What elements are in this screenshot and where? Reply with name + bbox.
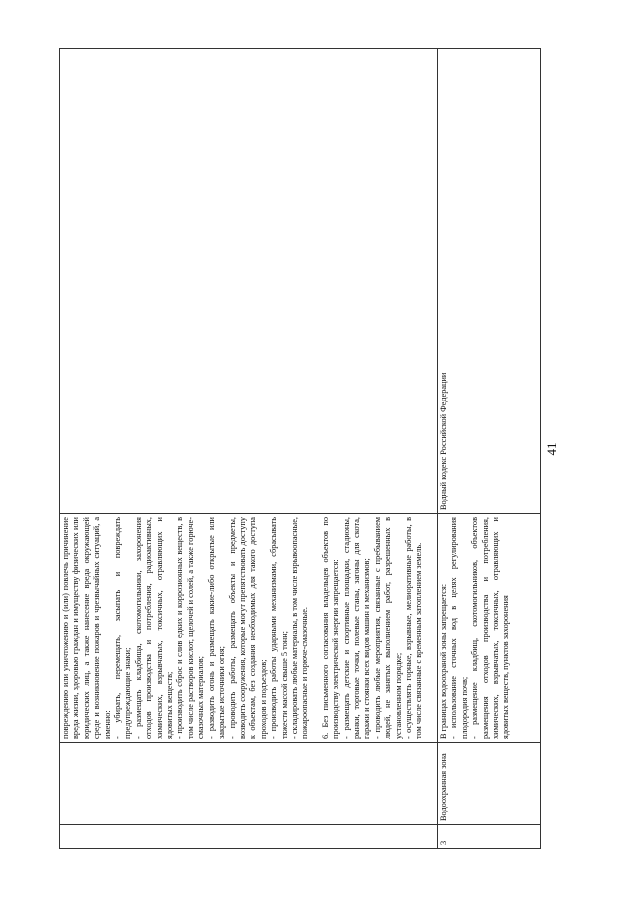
row-number-cell — [60, 825, 438, 849]
page-number: 41 — [544, 442, 559, 456]
zone-name-cell: Водоохранная зона — [438, 743, 541, 825]
restrictions-cell: В границах водоохраной зоны запрещается: - использование сточных вод в целях регулирования плодородия почв; - размещение кладбищ, скотомогильников, объектов размещения отходов производства и потребления, химических, взрывчатых, токсичных, отравляющих и ядовитых веществ, пунктов захоронения — [438, 514, 541, 743]
zones-table — [59, 48, 541, 849]
legal-document-cell — [60, 49, 438, 514]
legal-document-cell: Водный кодекс Российской Федерации — [438, 49, 541, 514]
zone-name-cell — [60, 743, 438, 825]
rotated-page — [59, 49, 591, 849]
table-row — [60, 49, 438, 849]
restrictions-cell: повреждению или уничтожению и (или) повлечь причинение вреда жизни, здоровью граждан и имуществу физических или юридических лиц, а также нанесение вреда окружающей среде и возникновение пожаров и чрезвычайных ситуаций, а именно: - убирать, перемещать, засыпать и повреждать предупреждающие знаки; - размещать кладбища, скотомогильники, захоронения отходов производства и потребления, радиоактивных, химических, взрывчатых, токсичных, отравляющих и ядовитых веществ; - производить сброс и слив едких и коррозионных веществ, в том числе растворов кислот, щелочей и солей, а также горюче-смазочных материалов; - разводить огонь и размещать какие-либо открытые или закрытые источники огня; - проводить работы, размещать объекты и предметы, возводить сооружения, которые могут препятствовать доступу к объектам, без создания необходимых для такого доступа проходов и подъездов; - производить работы ударными механизмами, сбрасывать тяжести массой свыше 5 тонн; - складировать любые материалы, в том числе взрывоопасные, пожароопасные и горюче-смазочные. 6. Без письменного согласования владельцев объектов по производству электрической энергии запрещается: - размещать детские и спортивные площадки, стадионы, рынки, торговые точки, полевые станы, загоны для скота, гаражи и стоянки всех видов машин и механизмов; - проводить любые мероприятия, связанные с пребыванием людей, не занятых выполнением работ, разрешенных в установленном порядке; - осуществлять горные, взрывные, мелиоративные работы, в том числе связанные с временным затоплением земель. — [60, 514, 438, 743]
row-number-cell: 3 — [438, 825, 541, 849]
table-row — [438, 49, 541, 849]
